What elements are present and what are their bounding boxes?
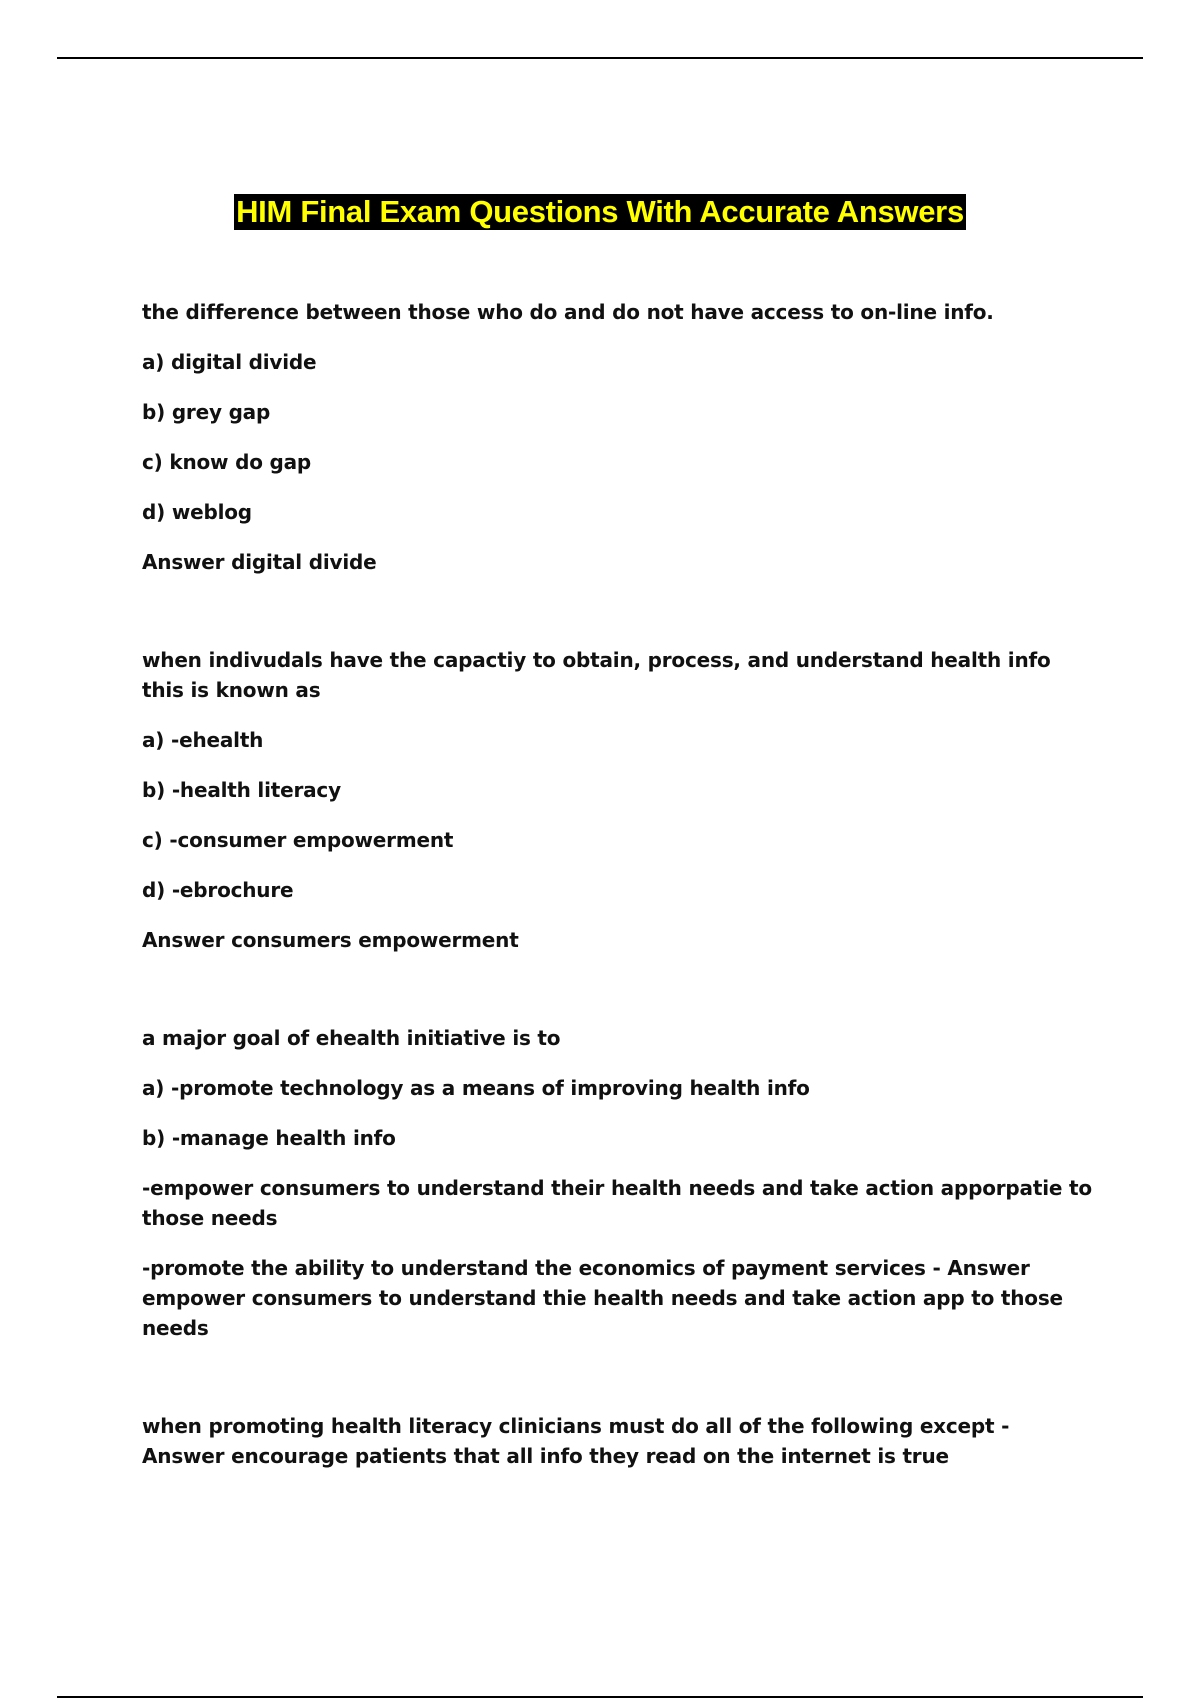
- question-prompt: the difference between those who do and do not have access to on-line info.: [142, 300, 994, 324]
- answer-option: a) -promote technology as a means of improving health info: [142, 1076, 810, 1100]
- question-block: [142, 645, 1092, 955]
- answer-option: d) -ebrochure: [142, 878, 294, 902]
- question-prompt: when promoting health literacy clinicians must do all of the following except - Answer encourage patients that all info they read on the internet is true: [142, 1414, 1010, 1468]
- question-block: [142, 1411, 1092, 1471]
- answer-option: a) -ehealth: [142, 728, 264, 752]
- correct-answer: Answer consumers empowerment: [142, 928, 519, 952]
- answer-option: c) know do gap: [142, 450, 312, 474]
- answer-option: b) -health literacy: [142, 778, 341, 802]
- answer-option: b) -manage health info: [142, 1126, 396, 1150]
- answer-option: -empower consumers to understand their health needs and take action apporpatie to those needs: [142, 1176, 1092, 1230]
- spacer: [142, 975, 1092, 1023]
- footer-rule: [57, 1696, 1143, 1698]
- answer-option: c) -consumer empowerment: [142, 828, 454, 852]
- question-prompt: when indivudals have the capactiy to obtain, process, and understand health info this is known as: [142, 648, 1051, 702]
- question-prompt: a major goal of ehealth initiative is to: [142, 1026, 561, 1050]
- answer-option: a) digital divide: [142, 350, 317, 374]
- question-block: [142, 1023, 1092, 1343]
- correct-answer: Answer digital divide: [142, 550, 377, 574]
- spacer: [142, 1363, 1092, 1411]
- answer-option: b) grey gap: [142, 400, 271, 424]
- document-title: HIM Final Exam Questions With Accurate Answers: [236, 194, 964, 229]
- document-body: [142, 300, 1092, 1491]
- question-block: [142, 297, 1092, 577]
- answer-option: -promote the ability to understand the economics of payment services - Answer empower consumers to understand thie health needs and take action app to those needs: [142, 1256, 1063, 1340]
- spacer: [142, 597, 1092, 645]
- title-container: [0, 194, 1200, 230]
- answer-option: d) weblog: [142, 500, 252, 524]
- header-rule: [57, 57, 1143, 59]
